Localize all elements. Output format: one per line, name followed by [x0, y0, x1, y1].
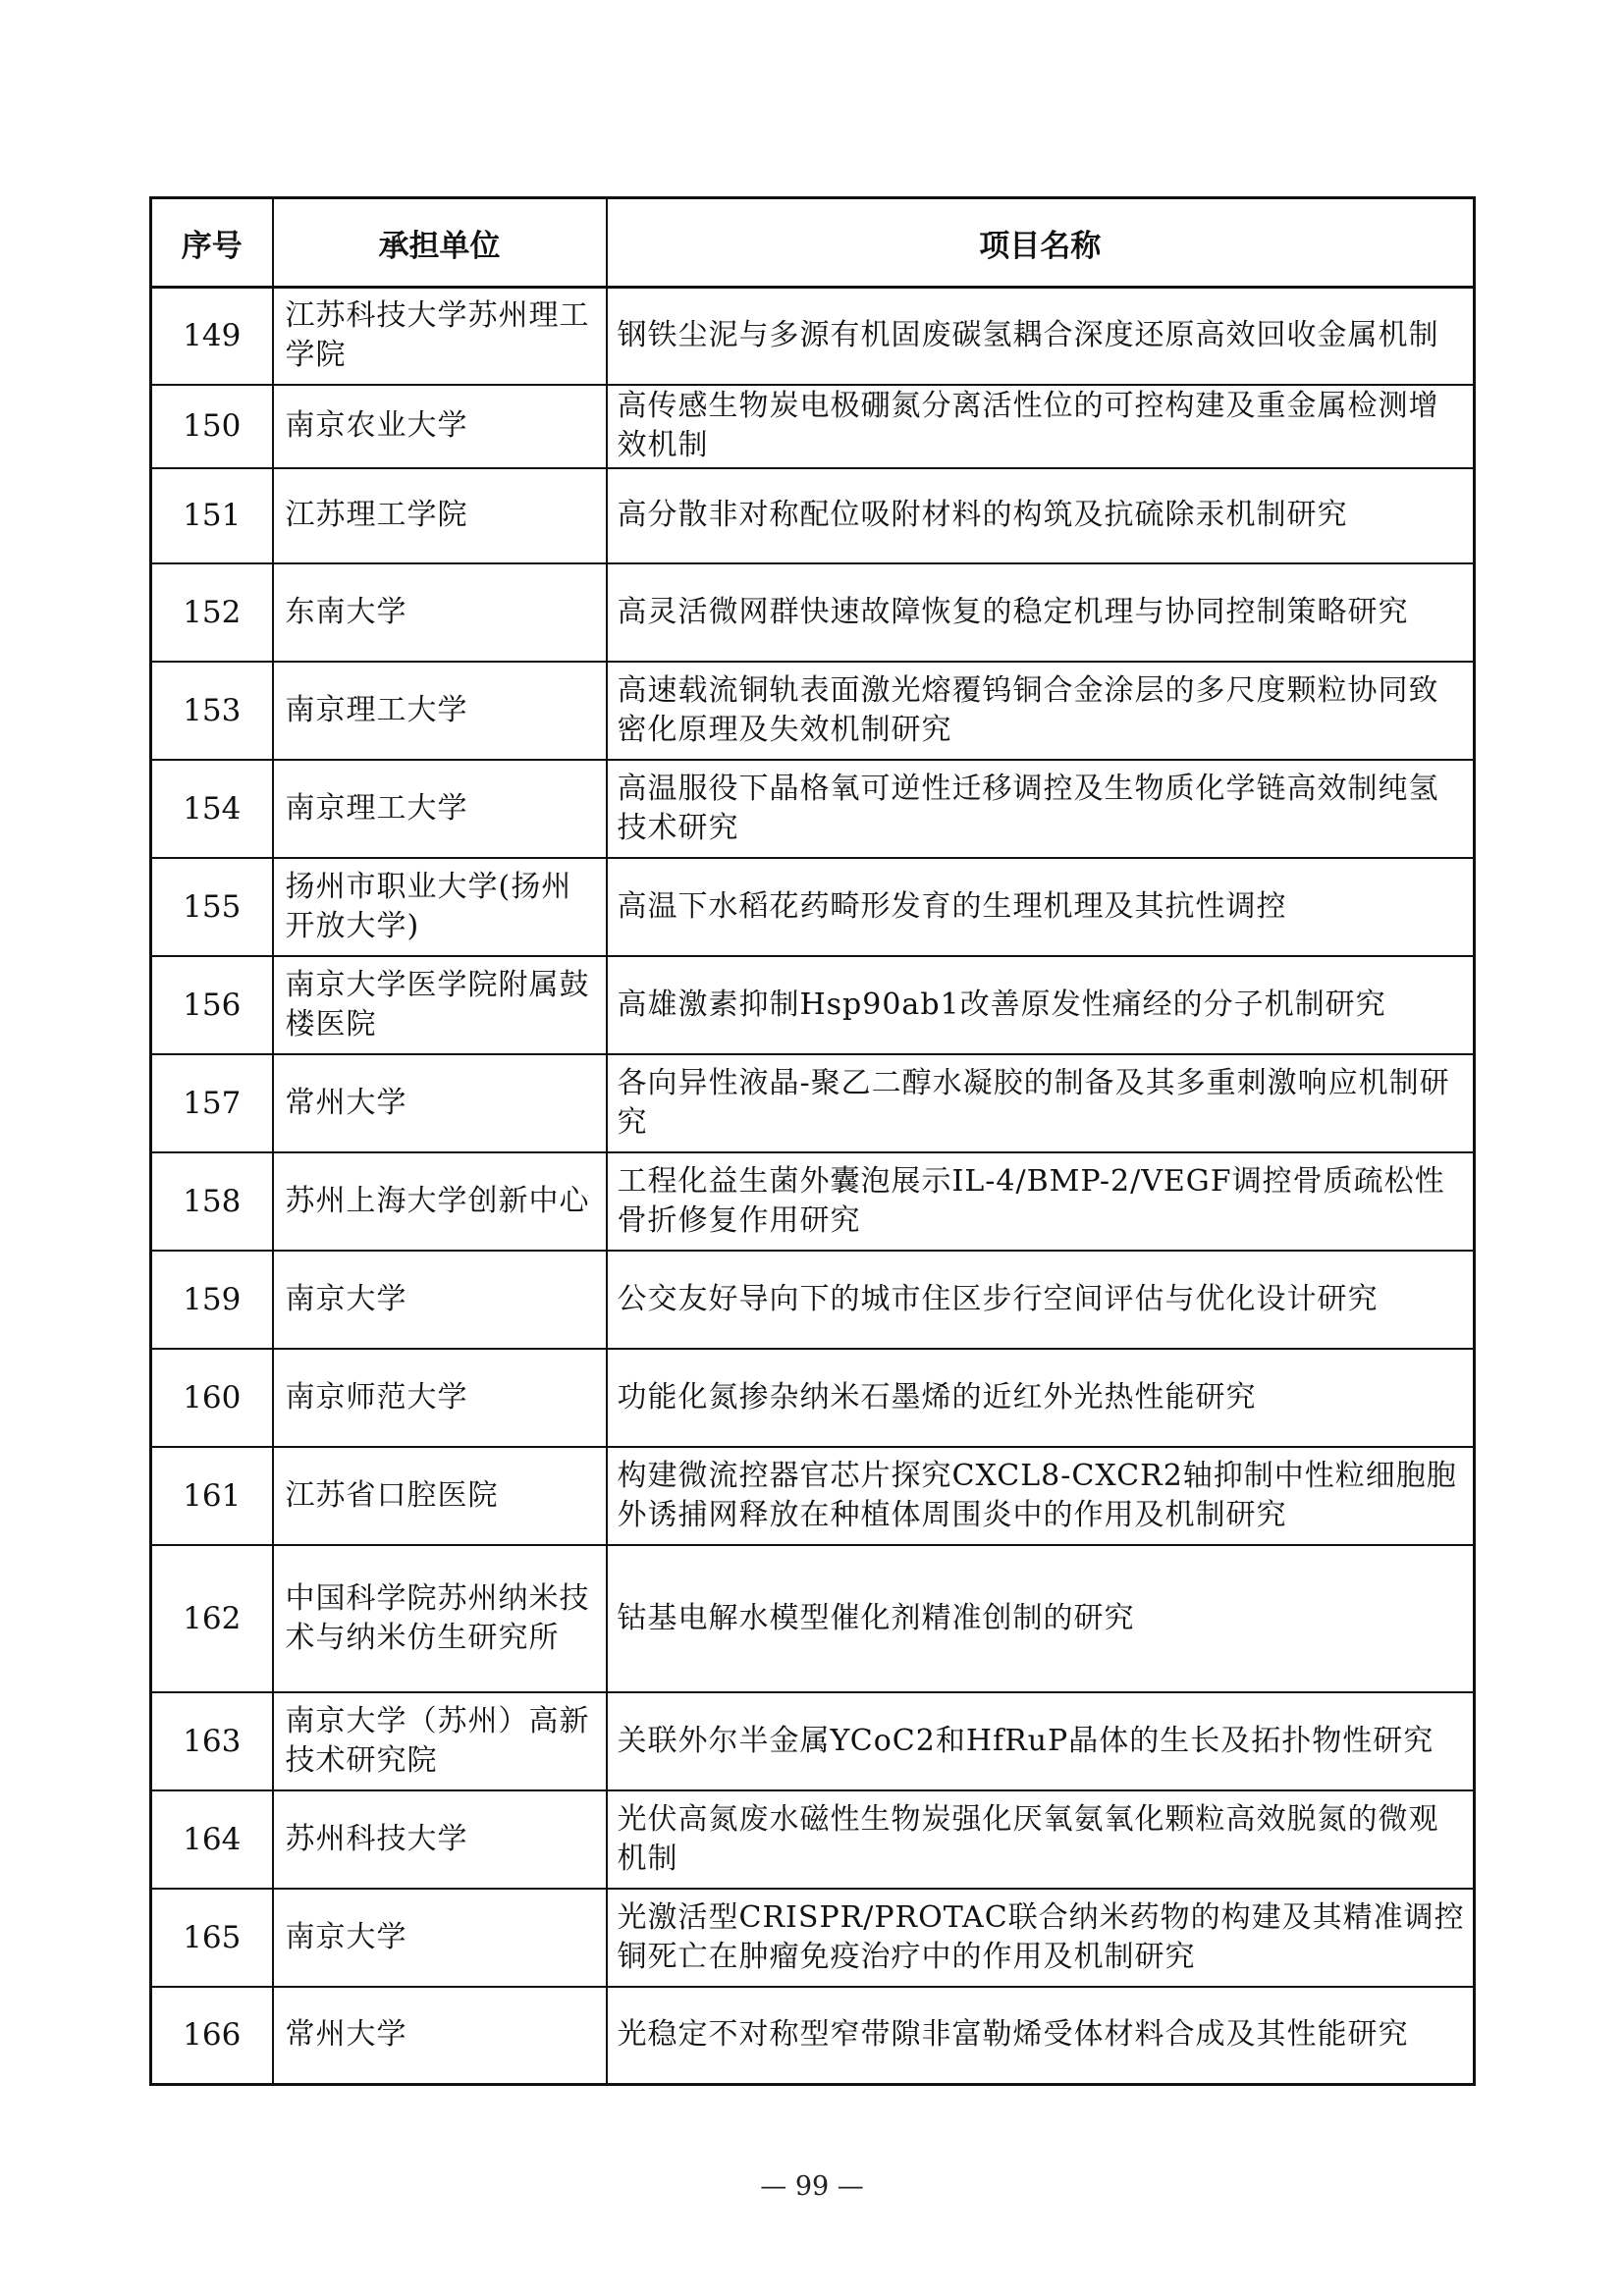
table-row	[151, 956, 1475, 1054]
row-number: 165	[151, 1889, 273, 1987]
row-title: 钢铁尘泥与多源有机固废碳氢耦合深度还原高效回收金属机制	[607, 288, 1475, 385]
header-unit: 承担单位	[273, 198, 607, 288]
row-unit: 苏州上海大学创新中心	[273, 1152, 607, 1251]
row-title: 高速载流铜轨表面激光熔覆钨铜合金涂层的多尺度颗粒协同致密化原理及失效机制研究	[607, 662, 1475, 760]
row-title: 高传感生物炭电极硼氮分离活性位的可控构建及重金属检测增效机制	[607, 385, 1475, 468]
row-unit: 南京大学（苏州）高新技术研究院	[273, 1692, 607, 1790]
row-title: 公交友好导向下的城市住区步行空间评估与优化设计研究	[607, 1251, 1475, 1349]
table-row	[151, 1054, 1475, 1152]
table-row	[151, 1692, 1475, 1790]
row-number: 158	[151, 1152, 273, 1251]
row-number: 160	[151, 1349, 273, 1447]
table-row	[151, 563, 1475, 662]
table-row	[151, 1790, 1475, 1889]
row-title: 高温下水稻花药畸形发育的生理机理及其抗性调控	[607, 858, 1475, 956]
page-number: — 99 —	[760, 2171, 864, 2202]
row-unit: 江苏理工学院	[273, 468, 607, 563]
table-row	[151, 662, 1475, 760]
table-row	[151, 1545, 1475, 1692]
row-title: 高灵活微网群快速故障恢复的稳定机理与协同控制策略研究	[607, 563, 1475, 662]
row-unit: 江苏省口腔医院	[273, 1447, 607, 1545]
row-title: 高雄激素抑制Hsp90ab1改善原发性痛经的分子机制研究	[607, 956, 1475, 1054]
table-header-row	[151, 198, 1475, 288]
row-unit: 南京大学医学院附属鼓楼医院	[273, 956, 607, 1054]
row-number: 151	[151, 468, 273, 563]
row-number: 161	[151, 1447, 273, 1545]
row-unit: 常州大学	[273, 1054, 607, 1152]
table-row	[151, 1447, 1475, 1545]
row-number: 154	[151, 760, 273, 858]
table-row	[151, 288, 1475, 385]
row-unit: 扬州市职业大学(扬州开放大学)	[273, 858, 607, 956]
row-number: 157	[151, 1054, 273, 1152]
row-title: 关联外尔半金属YCoC2和HfRuP晶体的生长及拓扑物性研究	[607, 1692, 1475, 1790]
row-number: 163	[151, 1692, 273, 1790]
header-title: 项目名称	[607, 198, 1475, 288]
row-title: 功能化氮掺杂纳米石墨烯的近红外光热性能研究	[607, 1349, 1475, 1447]
row-number: 155	[151, 858, 273, 956]
row-title: 高分散非对称配位吸附材料的构筑及抗硫除汞机制研究	[607, 468, 1475, 563]
row-number: 149	[151, 288, 273, 385]
row-number: 152	[151, 563, 273, 662]
table-row	[151, 1251, 1475, 1349]
table-row	[151, 1349, 1475, 1447]
row-unit: 中国科学院苏州纳米技术与纳米仿生研究所	[273, 1545, 607, 1692]
table-row	[151, 1987, 1475, 2085]
row-unit: 江苏科技大学苏州理工学院	[273, 288, 607, 385]
row-number: 153	[151, 662, 273, 760]
row-title: 光稳定不对称型窄带隙非富勒烯受体材料合成及其性能研究	[607, 1987, 1475, 2085]
row-number: 166	[151, 1987, 273, 2085]
row-number: 150	[151, 385, 273, 468]
project-table	[149, 196, 1476, 2086]
row-title: 高温服役下晶格氧可逆性迁移调控及生物质化学链高效制纯氢技术研究	[607, 760, 1475, 858]
table-row	[151, 1889, 1475, 1987]
row-unit: 南京师范大学	[273, 1349, 607, 1447]
row-number: 156	[151, 956, 273, 1054]
row-unit: 南京理工大学	[273, 662, 607, 760]
row-number: 164	[151, 1790, 273, 1889]
row-unit: 东南大学	[273, 563, 607, 662]
row-unit: 常州大学	[273, 1987, 607, 2085]
table-row	[151, 1152, 1475, 1251]
header-no: 序号	[151, 198, 273, 288]
row-title: 各向异性液晶-聚乙二醇水凝胶的制备及其多重刺激响应机制研究	[607, 1054, 1475, 1152]
table-row	[151, 760, 1475, 858]
table-row	[151, 858, 1475, 956]
row-title: 工程化益生菌外囊泡展示IL-4/BMP-2/VEGF调控骨质疏松性骨折修复作用研究	[607, 1152, 1475, 1251]
row-title: 光激活型CRISPR/PROTAC联合纳米药物的构建及其精准调控铜死亡在肿瘤免疫治疗中的作用及机制研究	[607, 1889, 1475, 1987]
row-title: 构建微流控器官芯片探究CXCL8-CXCR2轴抑制中性粒细胞胞外诱捕网释放在种植体周围炎中的作用及机制研究	[607, 1447, 1475, 1545]
row-unit: 南京理工大学	[273, 760, 607, 858]
table-row	[151, 468, 1475, 563]
row-number: 159	[151, 1251, 273, 1349]
row-number: 162	[151, 1545, 273, 1692]
table-row	[151, 385, 1475, 468]
row-unit: 南京农业大学	[273, 385, 607, 468]
row-unit: 南京大学	[273, 1251, 607, 1349]
row-unit: 南京大学	[273, 1889, 607, 1987]
row-title: 光伏高氮废水磁性生物炭强化厌氧氨氧化颗粒高效脱氮的微观机制	[607, 1790, 1475, 1889]
row-title: 钴基电解水模型催化剂精准创制的研究	[607, 1545, 1475, 1692]
row-unit: 苏州科技大学	[273, 1790, 607, 1889]
